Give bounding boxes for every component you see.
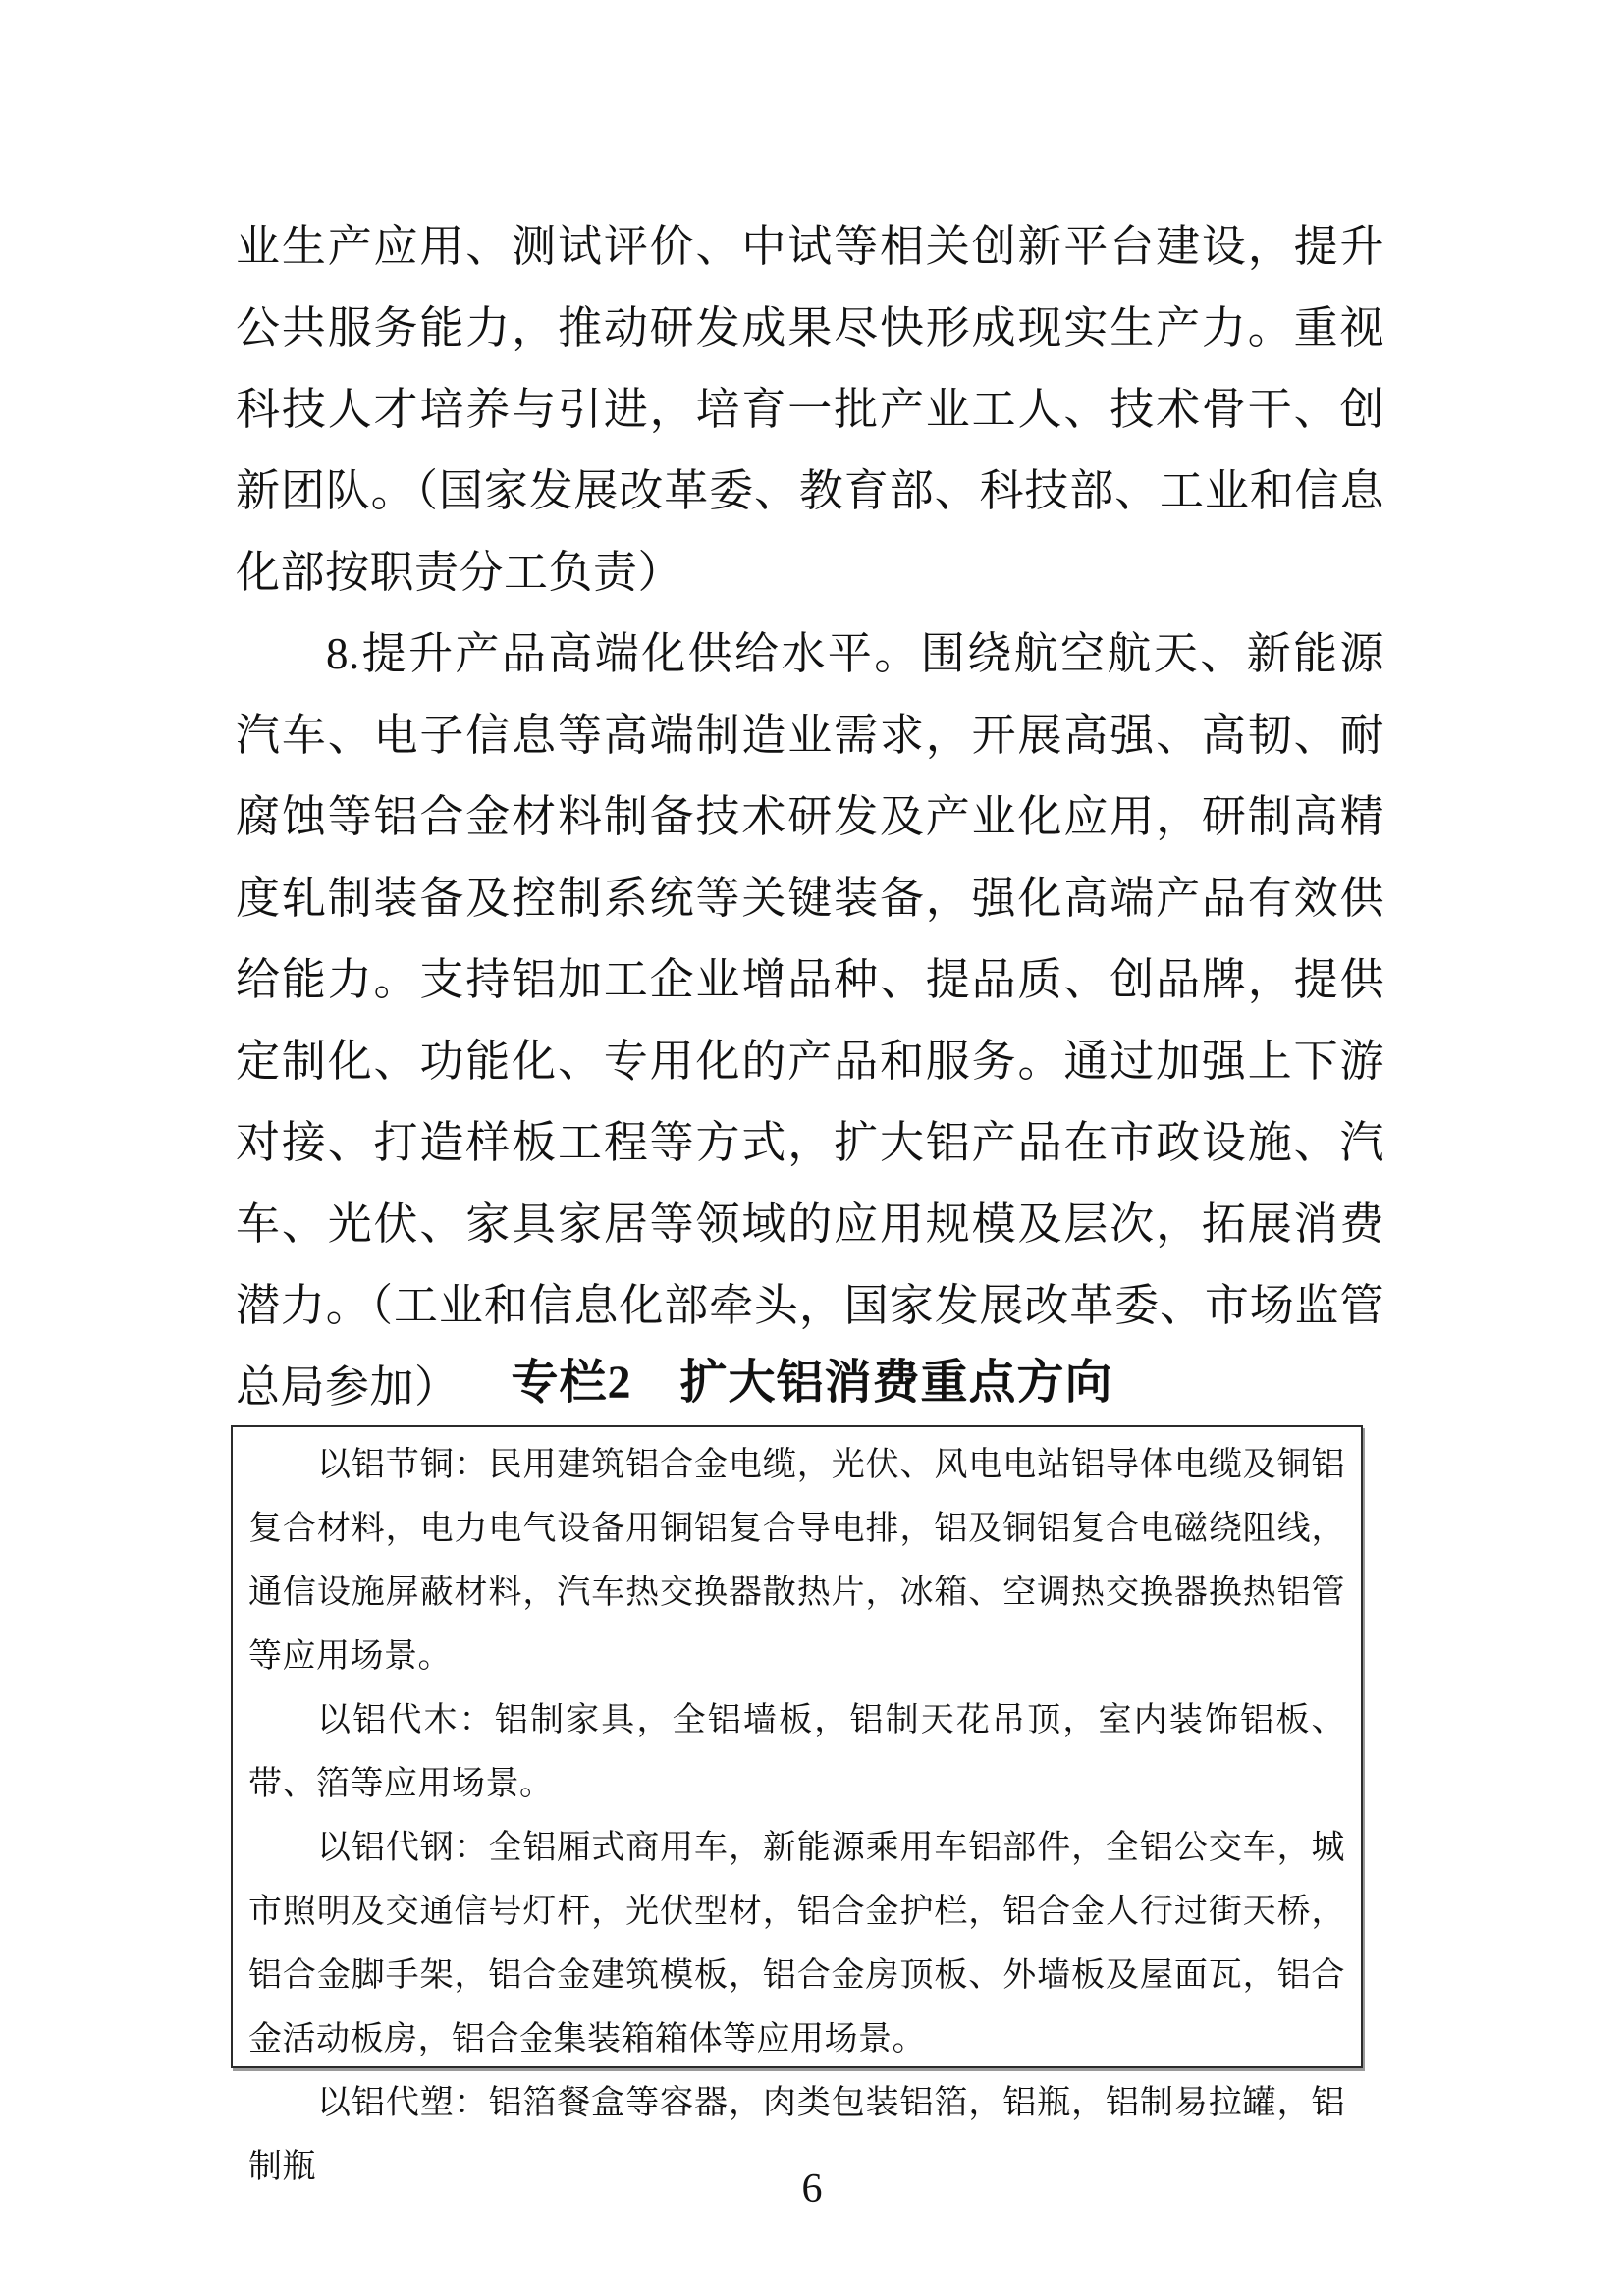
box-paragraph-aluminum-for-plastic: 以铝代塑：铝箔餐盒等容器，肉类包装铝箔，铝瓶，铝制易拉罐，铝制瓶 <box>248 2085 1345 2185</box>
box-paragraph-aluminum-for-wood: 以铝代木：铝制家具，全铝墙板，铝制天花吊顶，室内装饰铝板、带、箔等应用场景。 <box>248 1702 1345 1802</box>
box-paragraph-aluminum-for-steel: 以铝代钢：全铝厢式商用车，新能源乘用车铝部件，全铝公交车，城市照明及交通信号灯杆，光伏型材，铝合金护栏，铝合金人行过街天桥，铝合金脚手架，铝合金建筑模板，铝合金房顶板、外墙板及屋面瓦，铝合金活动板房，铝合金集装箱箱体等应用场景。 <box>248 1830 1345 2057</box>
body-text-block <box>236 206 1384 1428</box>
body-paragraph-continuation: 业生产应用、测试评价、中试等相关创新平台建设，提升公共服务能力，推动研发成果尽快形成现实生产力。重视科技人才培养与引进，培育一批产业工人、技术骨干、创新团队。（国家发展改革委、教育部、科技部、工业和信息化部按职责分工负责） <box>236 222 1384 597</box>
column-box-heading: 专栏2 扩大铝消费重点方向 <box>511 1357 1113 1409</box>
body-paragraph-item-8: 8.提升产品高端化供给水平。围绕航空航天、新能源汽车、电子信息等高端制造业需求，开展高强、高韧、耐腐蚀等铝合金材料制备技术研发及产业化应用，研制高精度轧制装备及控制系统等关键装备，强化高端产品有效供给能力。支持铝加工企业增品种、提品质、创品牌，提供定制化、功能化、专用化的产品和服务。通过加强上下游对接、打造样板工程等方式，扩大铝产品在市政设施、汽车、光伏、家具家居等领域的应用规模及层次，拓展消费潜力。（工业和信息化部牵头，国家发展改革委、市场监管总局参加） <box>236 629 1384 1412</box>
box-paragraph-aluminum-for-copper: 以铝节铜：民用建筑铝合金电缆，光伏、风电电站铝导体电缆及铜铝复合材料，电力电气设备用铜铝复合导电排，铝及铜铝复合电磁绕阻线，通信设施屏蔽材料，汽车热交换器散热片，冰箱、空调热交换器换热铝管等应用场景。 <box>248 1447 1345 1675</box>
column-box <box>231 1425 1363 2185</box>
page-number: 6 <box>801 2166 823 2212</box>
